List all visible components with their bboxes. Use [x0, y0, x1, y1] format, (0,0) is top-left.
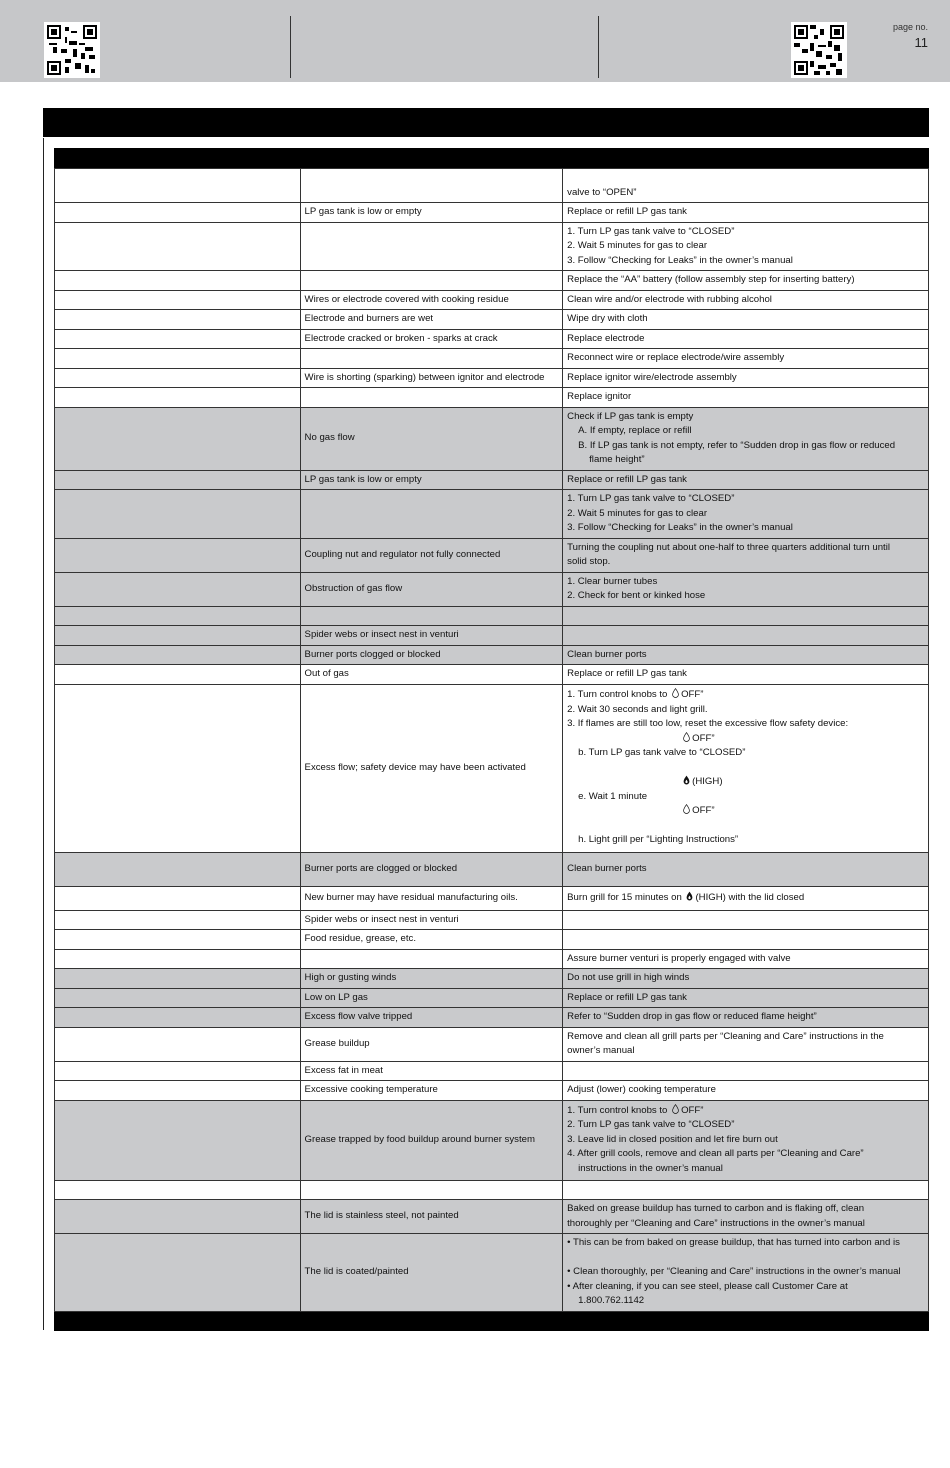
- cause-cell: The lid is coated/painted: [300, 1234, 563, 1312]
- cause-cell: Obstruction of gas flow: [300, 572, 563, 606]
- solution-line: Assure burner venturi is properly engaged with valve: [567, 952, 791, 964]
- solution-cell: [563, 169, 929, 203]
- solution-cell: [563, 1200, 929, 1234]
- cause-cell: Excessive cooking temperature: [300, 1081, 563, 1101]
- problem-cell: [55, 1234, 301, 1312]
- blank-line: [567, 628, 924, 643]
- solution-cell: [563, 930, 929, 950]
- problem-cell: [55, 969, 301, 989]
- table-row: [55, 1234, 929, 1312]
- solution-line: 3. Follow “Checking for Leaks” in the owner’s manual: [567, 254, 793, 266]
- cause-cell: Electrode and burners are wet: [300, 310, 563, 330]
- solution-line: Clean burner ports: [567, 862, 647, 874]
- cause-cell: Wires or electrode covered with cooking residue: [300, 290, 563, 310]
- solution-line: Remove and clean all grill parts per “Cleaning and Care” instructions in the: [567, 1030, 884, 1042]
- solution-cell: [563, 349, 929, 369]
- solution-line: 1.800.762.1142: [578, 1295, 645, 1306]
- flame-outline-icon: [672, 688, 679, 698]
- header-divider: [290, 16, 291, 78]
- cause-cell: Grease buildup: [300, 1027, 563, 1061]
- cause-cell: Food residue, grease, etc.: [300, 930, 563, 950]
- blank-line: [567, 913, 924, 928]
- table-row: [55, 290, 929, 310]
- table-row: [55, 665, 929, 685]
- cause-cell: [300, 949, 563, 969]
- solution-line: 2. Turn LP gas tank valve to “CLOSED”: [567, 1119, 735, 1131]
- solution-cell: [563, 886, 929, 910]
- solution-line: B. If LP gas tank is not empty, refer to “Sudden drop in gas flow or reduced: [578, 439, 896, 451]
- problem-cell: [55, 290, 301, 310]
- problem-cell: [55, 538, 301, 572]
- solution-line: e. Wait 1 minute: [578, 790, 648, 802]
- cause-cell: Grease trapped by food buildup around burner system: [300, 1100, 563, 1180]
- problem-cell: [55, 1081, 301, 1101]
- cause-cell: Electrode cracked or broken - sparks at crack: [300, 329, 563, 349]
- table-row: [55, 349, 929, 369]
- solution-cell: [563, 407, 929, 470]
- solution-cell: [563, 1008, 929, 1028]
- problem-cell: [55, 203, 301, 223]
- table-row: [55, 490, 929, 539]
- solution-line: 2. Wait 5 minutes for gas to clear: [567, 240, 708, 251]
- solution-line: 4. After grill cools, remove and clean all parts per “Cleaning and Care”: [567, 1148, 864, 1160]
- solution-line: solid stop.: [567, 556, 611, 567]
- table-row: [55, 538, 929, 572]
- cause-cell: [300, 1180, 563, 1200]
- solution-line: 1. Turn control knobs to OFF”: [567, 689, 704, 701]
- problem-cell: [55, 349, 301, 369]
- table-row: [55, 203, 929, 223]
- problem-cell: [55, 1008, 301, 1028]
- cause-cell: The lid is stainless steel, not painted: [300, 1200, 563, 1234]
- solution-cell: [563, 910, 929, 930]
- solution-cell: [563, 222, 929, 271]
- table-row: [55, 310, 929, 330]
- solution-cell: [563, 388, 929, 408]
- solution-cell: [563, 1061, 929, 1081]
- troubleshooting-table: [54, 148, 929, 1331]
- solution-line: Replace electrode: [567, 332, 645, 344]
- solution-line: 3. Follow “Checking for Leaks” in the owner’s manual: [567, 522, 793, 533]
- blank-line: [567, 1064, 924, 1079]
- solution-cell: [563, 1027, 929, 1061]
- table-row: [55, 169, 929, 203]
- cause-cell: [300, 271, 563, 291]
- solution-cell: [563, 1180, 929, 1200]
- table-row: [55, 222, 929, 271]
- problem-cell: [55, 572, 301, 606]
- table-row: [55, 930, 929, 950]
- table-row: [55, 1027, 929, 1061]
- cause-cell: Wire is shorting (sparking) between ignitor and electrode: [300, 368, 563, 388]
- table-row: [55, 368, 929, 388]
- solution-cell: [563, 665, 929, 685]
- table-row: [55, 645, 929, 665]
- table-row: [55, 1100, 929, 1180]
- solution-line: (HIGH): [567, 775, 924, 790]
- flame-outline-icon: [672, 1104, 679, 1114]
- table-row: [55, 949, 929, 969]
- solution-line: instructions in the owner’s manual: [578, 1162, 723, 1174]
- flame-outline-icon: [683, 732, 690, 742]
- flame-filled-icon: [683, 775, 690, 785]
- solution-line: flame height”: [589, 454, 645, 465]
- solution-line: Clean wire and/or electrode with rubbing alcohol: [567, 293, 772, 305]
- cause-cell: Burner ports are clogged or blocked: [300, 852, 563, 886]
- problem-cell: [55, 310, 301, 330]
- solution-line: 3. If flames are still too low, reset the excessive flow safety device:: [567, 718, 849, 730]
- solution-cell: [563, 310, 929, 330]
- solution-line: Wipe dry with cloth: [567, 313, 648, 324]
- solution-line: Reconnect wire or replace electrode/wire assembly: [567, 352, 785, 363]
- table-row: [55, 988, 929, 1008]
- problem-cell: [55, 388, 301, 408]
- solution-line: h. Light grill per “Lighting Instructions”: [578, 834, 739, 846]
- solution-cell: [563, 572, 929, 606]
- solution-line: Do not use grill in high winds: [567, 972, 690, 983]
- problem-cell: [55, 1100, 301, 1180]
- problem-cell: [55, 368, 301, 388]
- problem-cell: [55, 645, 301, 665]
- cause-cell: [300, 606, 563, 626]
- problem-cell: [55, 1027, 301, 1061]
- section-title-bar: [43, 108, 929, 137]
- table-header-bar: [54, 148, 929, 168]
- table-row: [55, 470, 929, 490]
- problem-cell: [55, 1180, 301, 1200]
- cause-cell: [300, 169, 563, 203]
- problem-cell: [55, 930, 301, 950]
- solution-cell: [563, 368, 929, 388]
- blank-line: [567, 1183, 924, 1198]
- solution-line: Replace the “AA” battery (follow assembly step for inserting battery): [567, 274, 855, 285]
- cause-cell: Spider webs or insect nest in venturi: [300, 626, 563, 646]
- flame-outline-icon: [683, 804, 690, 814]
- solution-cell: [563, 1100, 929, 1180]
- cause-cell: [300, 349, 563, 369]
- solution-line: b. Turn LP gas tank valve to “CLOSED”: [578, 747, 746, 759]
- page-header: [0, 0, 950, 82]
- problem-cell: [55, 606, 301, 626]
- solution-line: A. If empty, replace or refill: [578, 425, 692, 436]
- solution-line: valve to “OPEN”: [567, 186, 637, 198]
- solution-line: OFF”: [567, 804, 924, 819]
- solution-line: Replace or refill LP gas tank: [567, 991, 687, 1003]
- solution-line: thoroughly per “Cleaning and Care” instructions in the owner’s manual: [567, 1217, 865, 1229]
- solution-line: Replace ignitor wire/electrode assembly: [567, 371, 737, 383]
- problem-cell: [55, 626, 301, 646]
- cause-cell: [300, 490, 563, 539]
- solution-line: Replace or refill LP gas tank: [567, 473, 687, 485]
- header-divider: [598, 16, 599, 78]
- solution-line: Replace or refill LP gas tank: [567, 668, 687, 679]
- blank-line: [567, 171, 924, 186]
- problem-cell: [55, 470, 301, 490]
- left-margin-rule: [43, 138, 44, 1330]
- problem-cell: [55, 988, 301, 1008]
- cause-cell: LP gas tank is low or empty: [300, 470, 563, 490]
- blank-line: [567, 609, 924, 624]
- qr-code-icon: [791, 22, 847, 78]
- table-row: [55, 852, 929, 886]
- solution-line: 2. Wait 30 seconds and light grill.: [567, 703, 708, 715]
- solution-line: Adjust (lower) cooking temperature: [567, 1084, 716, 1095]
- problem-cell: [55, 684, 301, 852]
- problem-cell: [55, 852, 301, 886]
- cause-cell: Out of gas: [300, 665, 563, 685]
- page-number: 11: [914, 35, 928, 50]
- solution-cell: [563, 606, 929, 626]
- solution-cell: [563, 949, 929, 969]
- problem-cell: [55, 910, 301, 930]
- solution-line: 1. Turn LP gas tank valve to “CLOSED”: [567, 493, 735, 504]
- problem-cell: [55, 407, 301, 470]
- problem-cell: [55, 665, 301, 685]
- solution-cell: [563, 290, 929, 310]
- cause-cell: Burner ports clogged or blocked: [300, 645, 563, 665]
- cause-cell: Excess fat in meat: [300, 1061, 563, 1081]
- solution-line: Clean burner ports: [567, 648, 647, 660]
- table-row: [55, 329, 929, 349]
- solution-line: • After cleaning, if you can see steel, please call Customer Care at: [567, 1280, 848, 1292]
- cause-cell: High or gusting winds: [300, 969, 563, 989]
- table-row: [55, 1180, 929, 1200]
- blank-line: [567, 819, 924, 834]
- problem-cell: [55, 949, 301, 969]
- table-row: [55, 271, 929, 291]
- blank-line: [567, 932, 924, 947]
- solution-cell: [563, 969, 929, 989]
- solution-line: Refer to “Sudden drop in gas flow or reduced flame height”: [567, 1011, 817, 1022]
- solution-line: 1. Clear burner tubes: [567, 575, 658, 587]
- table-row: [55, 388, 929, 408]
- table-row: [55, 407, 929, 470]
- solution-cell: [563, 470, 929, 490]
- cause-cell: Coupling nut and regulator not fully connected: [300, 538, 563, 572]
- problem-cell: [55, 222, 301, 271]
- solution-line: 2. Check for bent or kinked hose: [567, 590, 706, 601]
- table-row: [55, 886, 929, 910]
- cause-cell: Excess flow; safety device may have been activated: [300, 684, 563, 852]
- table-row: [55, 626, 929, 646]
- solution-line: • This can be from baked on grease buildup, that has turned into carbon and is: [567, 1237, 900, 1248]
- problem-cell: [55, 490, 301, 539]
- cause-cell: No gas flow: [300, 407, 563, 470]
- solution-line: owner’s manual: [567, 1045, 635, 1056]
- solution-cell: [563, 203, 929, 223]
- problem-cell: [55, 169, 301, 203]
- solution-cell: [563, 988, 929, 1008]
- problem-cell: [55, 1200, 301, 1234]
- solution-cell: [563, 645, 929, 665]
- solution-line: 1. Turn LP gas tank valve to “CLOSED”: [567, 225, 735, 237]
- table-row: [55, 1008, 929, 1028]
- blank-line: [567, 1251, 924, 1266]
- table-row: [55, 572, 929, 606]
- table-row: [55, 910, 929, 930]
- cause-cell: [300, 388, 563, 408]
- solution-cell: [563, 271, 929, 291]
- table-body: [55, 169, 929, 1312]
- page-number-label: page no.: [892, 22, 928, 32]
- cause-cell: Spider webs or insect nest in venturi: [300, 910, 563, 930]
- solution-cell: [563, 684, 929, 852]
- problem-cell: [55, 271, 301, 291]
- solution-line: Baked on grease buildup has turned to carbon and is flaking off, clean: [567, 1203, 865, 1214]
- flame-filled-icon: [686, 891, 693, 901]
- table-row: [55, 1200, 929, 1234]
- solution-line: Replace ignitor: [567, 391, 632, 402]
- solution-line: Replace or refill LP gas tank: [567, 206, 687, 217]
- cause-cell: Low on LP gas: [300, 988, 563, 1008]
- cause-cell: Excess flow valve tripped: [300, 1008, 563, 1028]
- solution-line: Check if LP gas tank is empty: [567, 410, 694, 422]
- solution-cell: [563, 329, 929, 349]
- table-row: [55, 1081, 929, 1101]
- solution-line: OFF”: [567, 732, 924, 747]
- table-row: [55, 684, 929, 852]
- problem-cell: [55, 1061, 301, 1081]
- cause-cell: LP gas tank is low or empty: [300, 203, 563, 223]
- problem-cell: [55, 886, 301, 910]
- problem-cell: [55, 329, 301, 349]
- solution-line: 2. Wait 5 minutes for gas to clear: [567, 507, 708, 519]
- solution-line: 1. Turn control knobs to OFF”: [567, 1104, 704, 1116]
- solution-cell: [563, 1081, 929, 1101]
- cause-cell: New burner may have residual manufacturing oils.: [300, 886, 563, 910]
- solution-cell: [563, 626, 929, 646]
- solution-line: Turning the coupling nut about one-half to three quarters additional turn until: [567, 541, 890, 553]
- solution-line: 3. Leave lid in closed position and let fire burn out: [567, 1133, 778, 1145]
- solution-cell: [563, 490, 929, 539]
- table-row: [55, 606, 929, 626]
- table-row: [55, 1061, 929, 1081]
- qr-code-icon: [44, 22, 100, 78]
- solution-cell: [563, 538, 929, 572]
- solution-line: Burn grill for 15 minutes on (HIGH) with the lid closed: [567, 891, 805, 903]
- table-footer-bar: [54, 1312, 929, 1331]
- solution-line: • Clean thoroughly, per “Cleaning and Care” instructions in the owner’s manual: [567, 1266, 901, 1277]
- cause-cell: [300, 222, 563, 271]
- blank-line: [567, 761, 924, 776]
- solution-cell: [563, 852, 929, 886]
- table-row: [55, 969, 929, 989]
- solution-cell: [563, 1234, 929, 1312]
